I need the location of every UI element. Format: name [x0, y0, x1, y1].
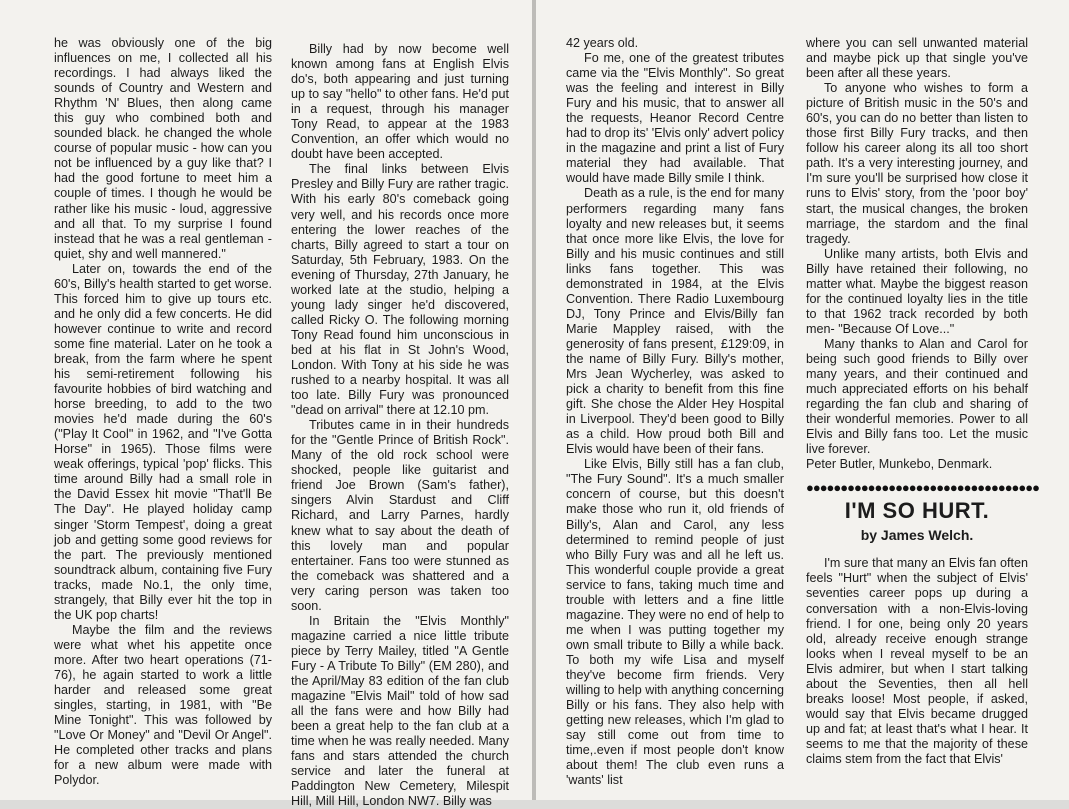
column-4	[806, 36, 1039, 796]
paragraph: Billy had by now become well known among fans at English Elvis do's, both appearing and just turning up to say "hello" to other fans. He'd put in a request, through his manager Tony Read, to appear at the 1983 Convention, an offer which would no doubt have been accepted.	[291, 42, 509, 162]
article-headline: I'M SO HURT.	[844, 498, 990, 524]
column-1	[54, 36, 272, 796]
dotted-divider: ●●●●●●●●●●●●●●●●●●●●●●●●●●●●●●●●●●	[806, 480, 1039, 496]
author-signature: Peter Butler, Munkebo, Denmark.	[806, 457, 993, 472]
paragraph: I'm sure that many an Elvis fan often feels "Hurt" when the subject of Elvis' seventies career pops up during a conversation with a non-Elvis-loving friend. I for one, being only 20 years old, already receive enough strange looks when I reveal myself to be an Elvis admirer, but when I start talking about the Seventies, then all hell breaks loose! Most people, if asked, would say that Elvis became drugged up and fat; at least that's what I hear. It seems to me that the majority of these claims stem from the fact that Elvis'	[806, 556, 1028, 766]
paragraph: Like Elvis, Billy still has a fan club, "The Fury Sound". It's a much smaller concern of course, but this doesn't make those who run it, old friends of Billy's, Alan and Carol, any less determined to remind people of just who Billy Fury was and all he left us. This wonderful couple provide a great service to fans, taking much time and trouble with letters and a fine little magazine. They were no end of help to me when I was putting together my own small tribute to Billy a while back. To both my wife Lisa and myself they've become firm friends. Very willing to help with anything concerning Billy or his fans. They also help with getting new releases, which I'm glad to say still come out from time to time,.even if most people don't know about them! The club even runs a 'wants' list	[566, 457, 784, 788]
left-page	[0, 0, 532, 809]
paragraph: 42 years old.	[566, 36, 639, 50]
paragraph: Maybe the film and the reviews were what whet his appetite once more. After two heart operations (71-76), he again started to work a little harder and released some great singles, starting, in 1981, with "Be Mine Tonight". This was followed by "Love Or Money" and "Devil Or Angel". He completed other tracks and plans for a new album were made with Polydor.	[54, 622, 272, 788]
paragraph: To anyone who wishes to form a picture of British music in the 50's and 60's, you can do no better than listen to those first Billy Fury tracks, and then follow his career along its all too short path. It's a very interesting journey, and I'm sure you'll be surprised how close it runs to Elvis' story, from the 'poor boy' start, the musical changes, the broken marriage, the stardom and the final tragedy.	[806, 81, 1028, 246]
paragraph: Tributes came in in their hundreds for the "Gentle Prince of British Rock". Many of the old rock school were shocked, people like guitarist and friend Joe Brown (Sam's father), singers Alvin Stardust and Cliff Richard, and Larry Parnes, hardly knew what to say about the death of this lovely man and popular entertainer. Fans too were stunned as the comeback was shattered and a very caring person was taken too soon.	[291, 418, 509, 613]
column-3	[566, 36, 784, 796]
paragraph: he was obviously one of the big influences on me, I collected all his recordings. I had always liked the sounds of Country and Western and Rhythm 'N' Blues, then along came this guy who combined both and sounded black. he changed the whole course of popular music - how can you not be influenced by a guy like that? I had the good fortune to meet him a couple of times. I though he would be rather like his music - loud, aggressive and all that. To my surprise I found instead that he was a real gentleman - quiet, shy and well mannered."	[54, 36, 272, 261]
paragraph: Later on, towards the end of the 60's, Billy's health started to get worse. This forced him to give up tours etc. and he only did a few concerts. He did however continue to write and record some fine material. Later on he took a break, from the farm where he spent his semi-retirement following his favourite hobbies of bird watching and horse breeding, to add to the two movies he'd made during the 60's ("Play It Cool" in 1962, and "I've Gotta Horse" in 1965). Those films were weak offerings, typical 'pop' flicks. This time around Billy had a small role in the David Essex hit movie "That'll Be The Day". He played holiday camp singer 'Storm Tempest', doing a great job and getting some good reviews for the part. The previously mentioned soundtrack album, containing five Fury tracks, made No.1, the only time, strangely, that Billy ever hit the top in the UK pop charts!	[54, 261, 272, 622]
article-byline: by James Welch.	[860, 527, 974, 544]
paragraph: The final links between Elvis Presley and Billy Fury are rather tragic. With his early 80's comeback going very well, and his records once more entering the lower reaches of the charts, Billy agreed to start a tour on Saturday, 5th February, 1983. On the evening of Thursday, 27th January, he worked late at the studio, helping a young lady singer he'd discovered, called Ricky O. The following morning Tony Read found him unconscious in bed at his flat in St John's Wood, London. With Tony at his side he was rushed to a nearby hospital. It was all too late. Billy Fury was pronounced "dead on arrival" there at 12.10 pm.	[291, 162, 509, 418]
paragraph: In Britain the "Elvis Monthly" magazine carried a nice little tribute piece by Terry Mailey, titled "A Gentle Fury - A Tribute To Billy" (EM 280), and the April/May 83 edition of the fan club magazine "Elvis Mail" told of how sad all the fans were and how Billy had been a great help to the fan club at a time when he was really needed. Many fans and stars attended the church service and later the funeral at Paddington New Cemetery, Milespit Hill, Mill Hill, London NW7. Billy was	[291, 613, 509, 809]
paragraph: Many thanks to Alan and Carol for being such good friends to Billy over many years, and their continued and much appreciated efforts on his behalf regarding the fan club and sharing of their wonderful memories. Power to all Elvis and Billy fans too. Let the music live forever.	[806, 336, 1028, 457]
column-2	[291, 42, 509, 809]
paragraph: Fo me, one of the greatest tributes came via the "Elvis Monthly". So great was the feeling and interest in Billy Fury and his music, that to answer all the requests, Heanor Record Centre had to drop its' 'Elvis only' advert policy in the magazine and print a list of Fury material they had available. That would have made Billy smile I think.	[566, 51, 784, 186]
paragraph: where you can sell unwanted material and maybe pick up that single you've been after all these years.	[806, 36, 1028, 81]
right-page	[536, 0, 1069, 800]
paragraph: Unlike many artists, both Elvis and Billy have retained their following, no matter what. Maybe the biggest reason for the continued loyalty lies in the title to that 1962 track recorded by both men- "Because Of Love..."	[806, 246, 1028, 336]
paragraph: Death as a rule, is the end for many performers regarding many fans loyalty and new releases but, it seems that once more like Elvis, the love for Billy and his music continues and still links fans together. This was demonstrated in 1984, at the Elvis Convention. There Radio Luxembourg DJ, Tony Prince and Elvis/Billy fan Marie Mappley raised, with the generosity of fans present, £129:09, in the name of Billy Fury. Billy's mother, Mrs Jean Wycherley, was asked to pick a charity to benefit from this fine gift. She chose the Alder Hey Hospital in Liverpool. They'd been good to Billy as a child. How proud both Bill and Elvis would have been of their fans.	[566, 186, 784, 457]
next-article-body	[806, 556, 1028, 767]
column-4-body	[806, 36, 1028, 457]
